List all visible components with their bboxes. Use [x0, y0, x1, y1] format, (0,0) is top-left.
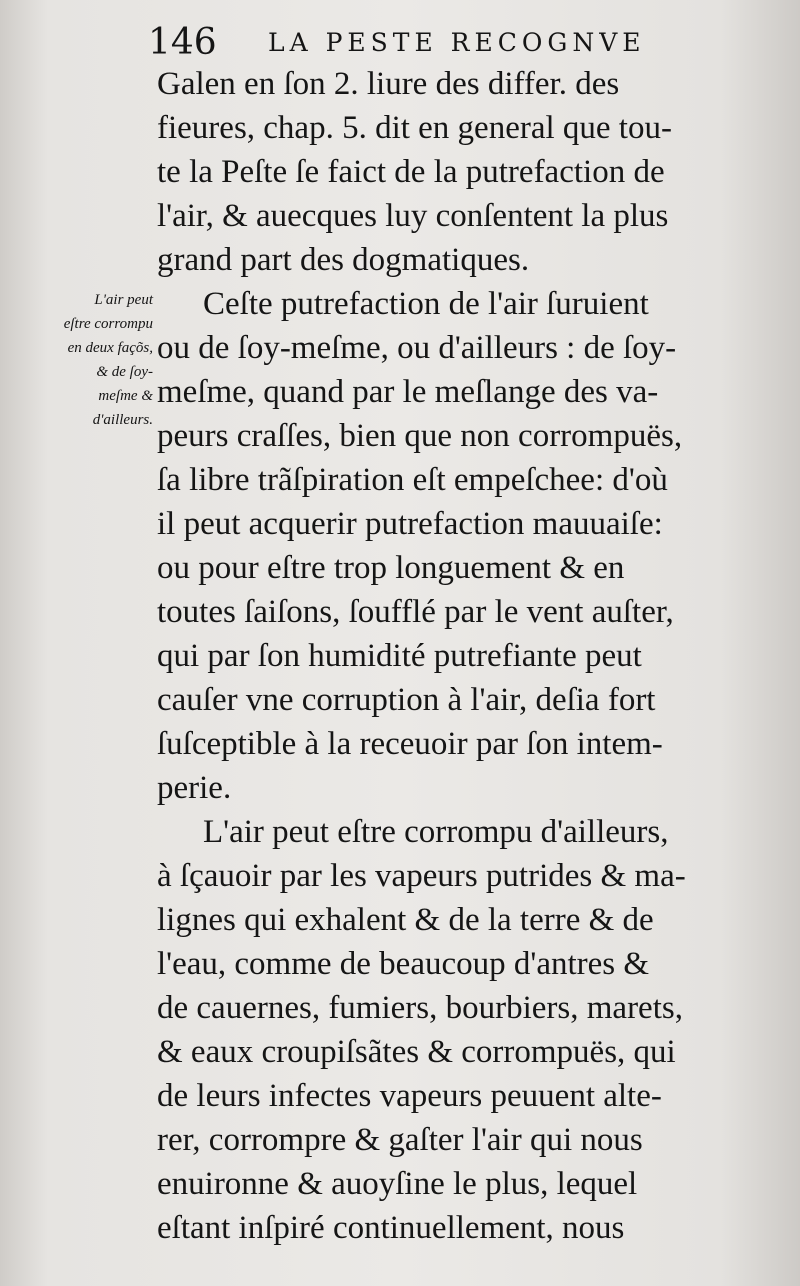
text-line: Galen en ſon 2. liure des differ. des [157, 66, 620, 102]
text-line: à ſçauoir par les vapeurs putrides & ma- [157, 858, 686, 894]
text-line: peurs craſſes, bien que non corrompuës, [157, 418, 683, 454]
body-text [157, 62, 747, 1250]
text-line: meſme, quand par le meſlange des va- [157, 374, 659, 410]
text-line: toutes ſaiſons, ſoufflé par le vent auſter, [157, 594, 674, 630]
marginal-note-line: L'air peut [94, 292, 153, 308]
marginal-note [8, 288, 153, 432]
page-header [148, 18, 748, 68]
text-line: ou de ſoy-meſme, ou d'ailleurs : de ſoy- [157, 330, 677, 366]
text-line: lignes qui exhalent & de la terre & de [157, 902, 654, 938]
page-number: 146 [148, 22, 217, 63]
marginal-note-line: meſme & [98, 388, 153, 404]
text-line: te la Peſte ſe faict de la putrefaction de [157, 154, 665, 190]
text-line: cauſer vne corruption à l'air, deſia fort [157, 682, 656, 718]
text-line: rer, corrompre & gaſter l'air qui nous [157, 1122, 643, 1158]
text-line: ſuſceptible à la receuoir par ſon intem- [157, 726, 663, 762]
text-line: & eaux croupiſsãtes & corrompuës, qui [157, 1034, 676, 1070]
text-line: l'air, & auecques luy conſentent la plus [157, 198, 669, 234]
text-line: l'eau, comme de beaucoup d'antres & [157, 946, 650, 982]
text-line: ſa libre trãſpiration eſt empeſchee: d'où [157, 462, 668, 498]
running-title: LA PESTE RECOGNVE [268, 28, 646, 57]
marginal-note-line: en deux façõs, [67, 340, 153, 356]
text-line: perie. [157, 770, 232, 806]
text-line: de leurs infectes vapeurs peuuent alte- [157, 1078, 662, 1114]
text-line: ou pour eſtre trop longuement & en [157, 550, 625, 586]
paragraph-start-line: Ceſte putrefaction de l'air ſuruient [203, 286, 649, 322]
text-line: enuironne & auoyſine le plus, lequel [157, 1166, 638, 1202]
marginal-note-line: & de ſoy- [96, 364, 153, 380]
text-line: fieures, chap. 5. dit en general que tou- [157, 110, 672, 146]
text-line: de cauernes, fumiers, bourbiers, marets, [157, 990, 683, 1026]
marginal-note-line: eſtre corrompu [63, 316, 153, 332]
marginal-note-line: d'ailleurs. [92, 412, 153, 428]
paragraph-start-line: L'air peut eſtre corrompu d'ailleurs, [203, 814, 669, 850]
text-line: eſtant inſpiré continuellement, nous [157, 1210, 625, 1246]
text-line: grand part des dogmatiques. [157, 242, 530, 278]
text-line: il peut acquerir putrefaction mauuaiſe: [157, 506, 663, 542]
text-line: qui par ſon humidité putrefiante peut [157, 638, 642, 674]
